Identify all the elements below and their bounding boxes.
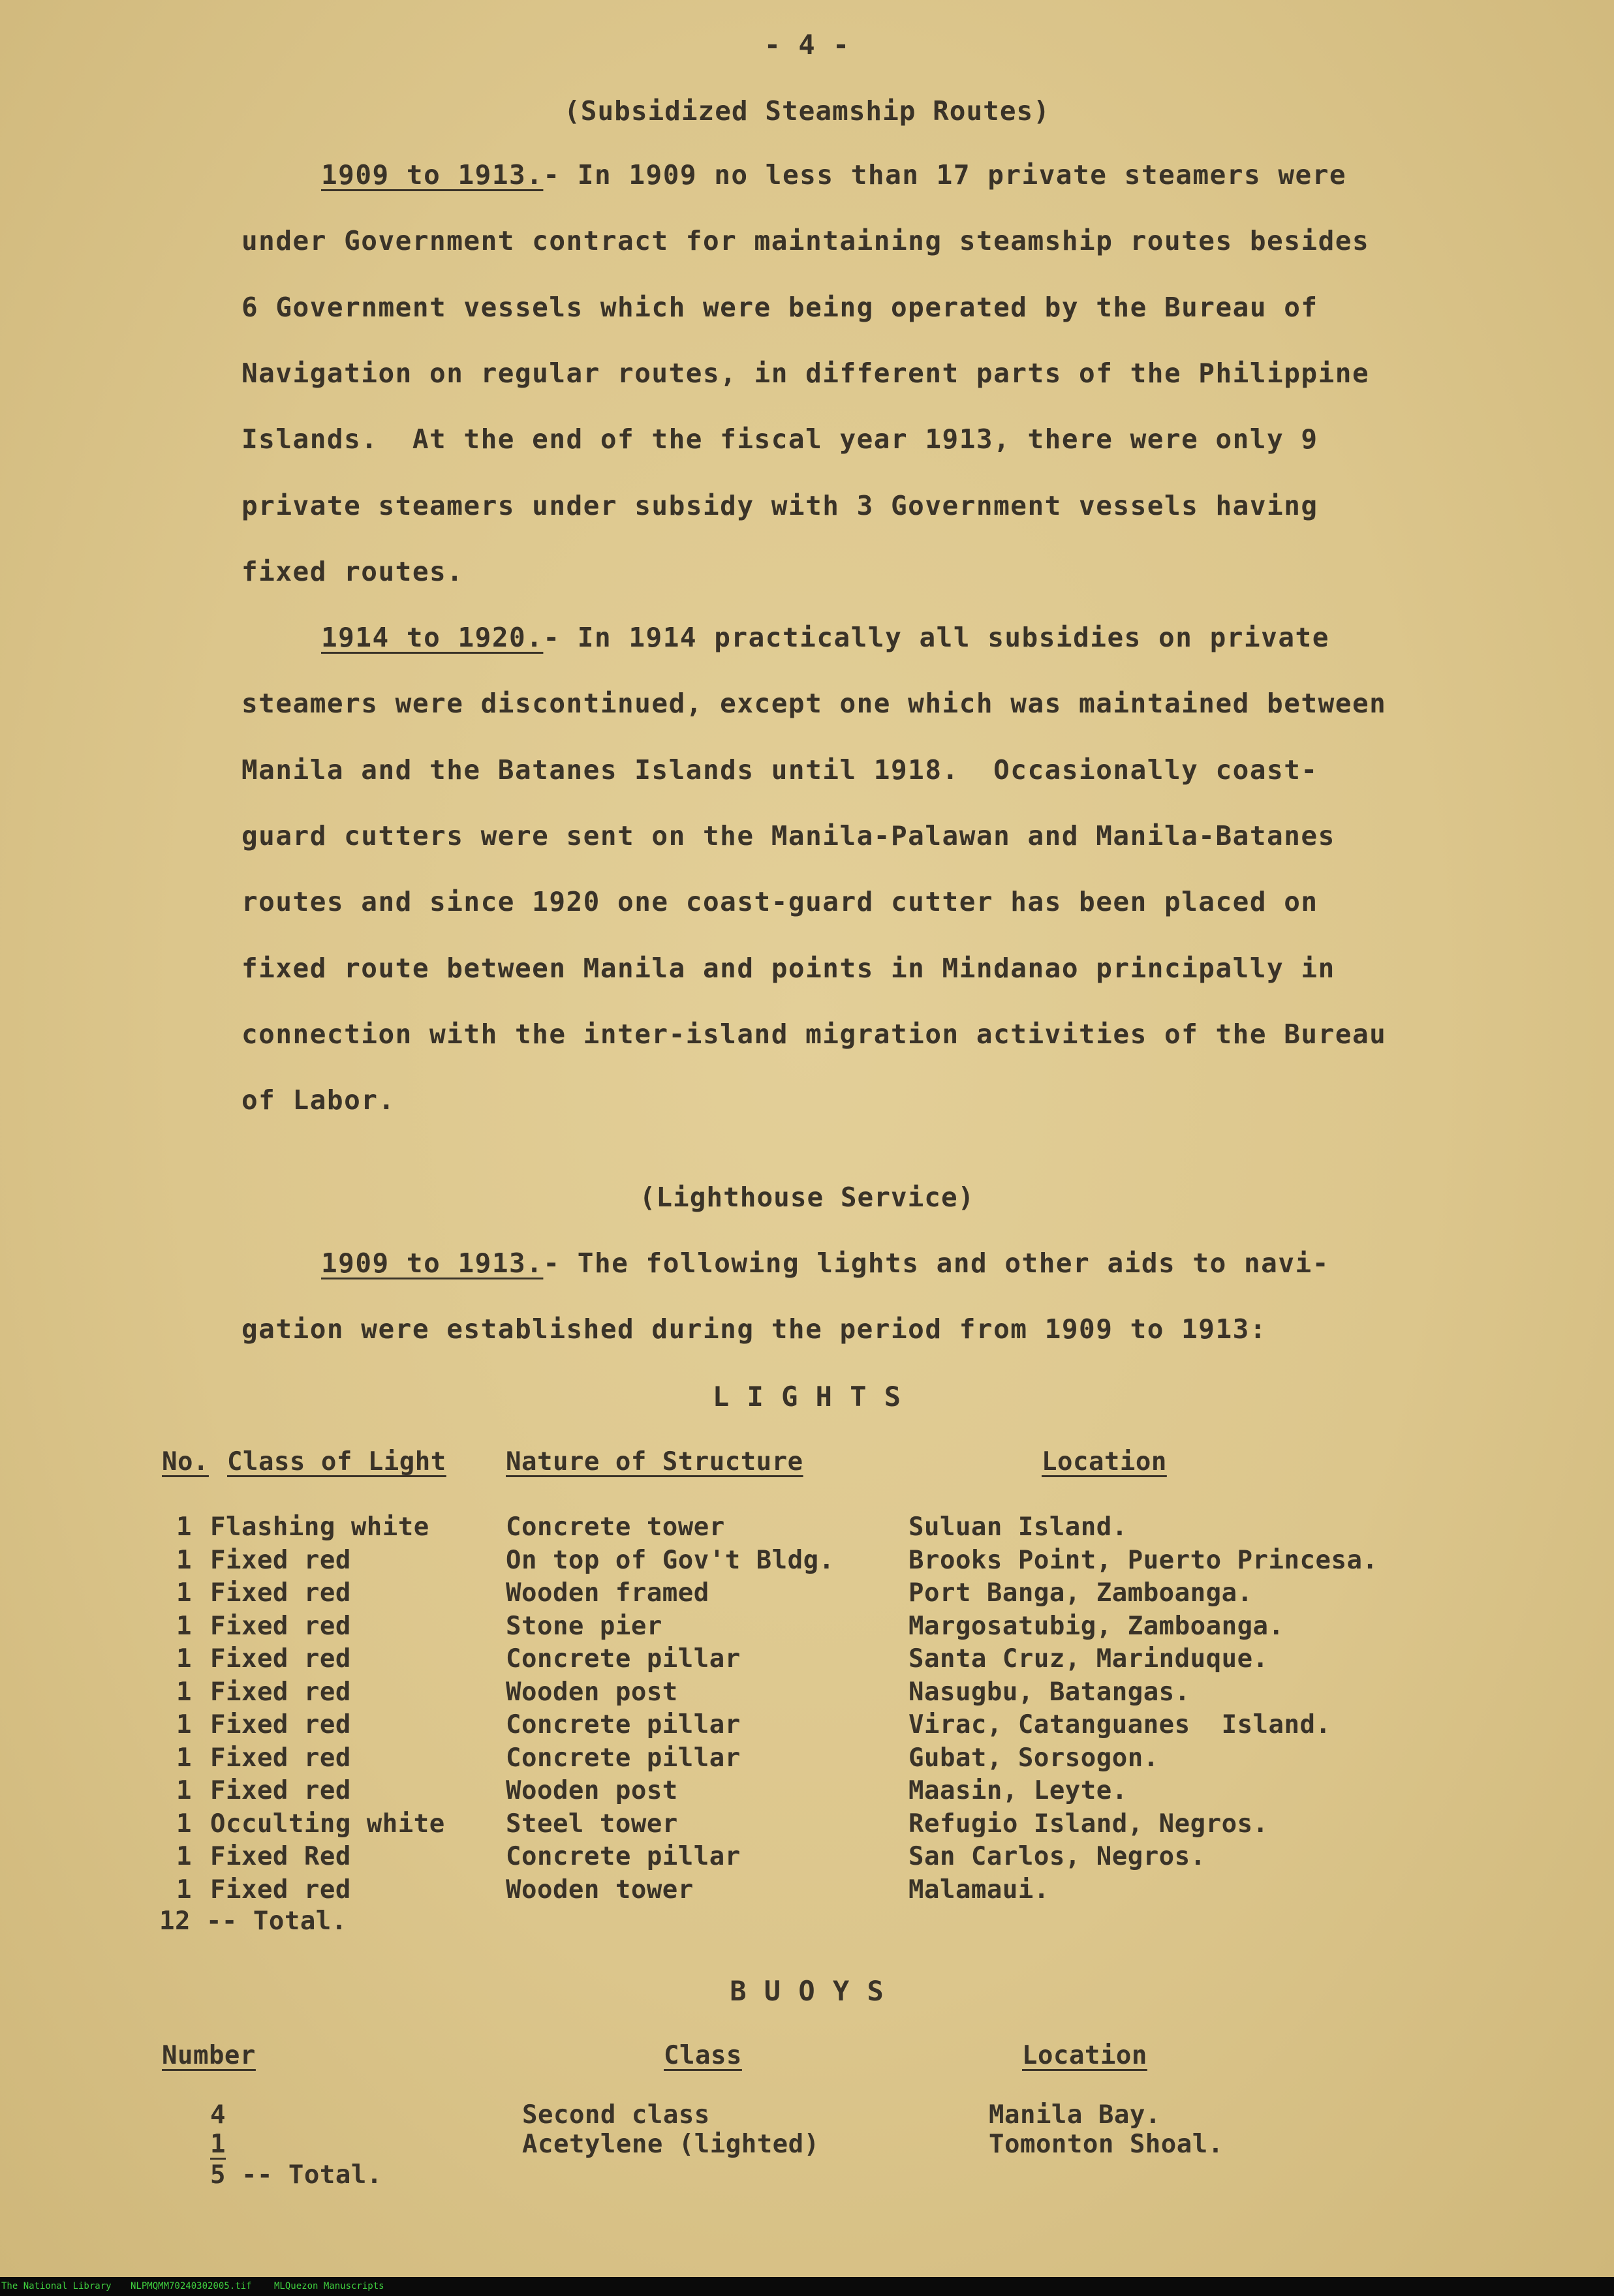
buoy-class: Acetylene (lighted) bbox=[522, 2130, 820, 2159]
paragraph-line: 1909 to 1913.- In 1909 no less than 17 private steamers were bbox=[321, 159, 1347, 191]
light-class: Fixed red bbox=[210, 1546, 351, 1575]
paragraph-line: of Labor. bbox=[241, 1084, 396, 1116]
light-class: Fixed red bbox=[210, 1644, 351, 1674]
buoy-class: Second class bbox=[522, 2100, 710, 2130]
col-header-number: Number bbox=[162, 2041, 256, 2070]
light-no: 1 bbox=[176, 1842, 192, 1871]
light-nature: Concrete pillar bbox=[506, 1743, 741, 1773]
light-location: Refugio Island, Negros. bbox=[908, 1809, 1269, 1839]
paragraph-line: 6 Government vessels which were being operated by the Bureau of bbox=[241, 292, 1318, 323]
paragraph-line: 1909 to 1913.- The following lights and other aids to navi- bbox=[321, 1247, 1329, 1279]
light-no: 1 bbox=[176, 1875, 192, 1905]
col-header-buoy-class: Class bbox=[664, 2041, 742, 2070]
light-class: Occulting white bbox=[210, 1809, 445, 1839]
col-header-buoy-location: Location bbox=[1022, 2041, 1147, 2070]
footer-filename: NLPMQMM70240302005.tif bbox=[131, 2281, 252, 2291]
buoy-location: Tomonton Shoal. bbox=[989, 2130, 1224, 2159]
col-header-location: Location bbox=[1042, 1447, 1167, 1477]
light-no: 1 bbox=[176, 1809, 192, 1839]
light-location: Suluan Island. bbox=[908, 1512, 1128, 1542]
light-nature: Wooden framed bbox=[506, 1578, 709, 1608]
light-no: 1 bbox=[176, 1612, 192, 1641]
light-class: Fixed Red bbox=[210, 1842, 351, 1871]
buoy-location: Manila Bay. bbox=[989, 2100, 1161, 2130]
buoy-number: 4 bbox=[210, 2100, 226, 2130]
light-class: Fixed red bbox=[210, 1677, 351, 1707]
light-no: 1 bbox=[176, 1776, 192, 1805]
light-nature: On top of Gov't Bldg. bbox=[506, 1546, 835, 1575]
period-lead: 1909 to 1913. bbox=[321, 159, 544, 191]
paragraph-line: fixed route between Manila and points in Mindanao principally in bbox=[241, 953, 1335, 984]
light-class: Fixed red bbox=[210, 1612, 351, 1641]
section-heading-steamship: (Subsidized Steamship Routes) bbox=[564, 95, 1050, 127]
light-class: Fixed red bbox=[210, 1776, 351, 1805]
col-header-no: No. bbox=[162, 1447, 209, 1477]
light-nature: Wooden post bbox=[506, 1677, 678, 1707]
light-location: Brooks Point, Puerto Princesa. bbox=[908, 1546, 1378, 1575]
buoy-number: 1 bbox=[210, 2130, 226, 2159]
light-location: San Carlos, Negros. bbox=[908, 1842, 1206, 1871]
lights-title: L I G H T S bbox=[712, 1381, 902, 1413]
light-location: Port Banga, Zamboanga. bbox=[908, 1578, 1253, 1608]
light-nature: Concrete pillar bbox=[506, 1710, 741, 1739]
light-no: 1 bbox=[176, 1512, 192, 1542]
paragraph-line: fixed routes. bbox=[241, 556, 464, 587]
paragraph-line: connection with the inter-island migration activities of the Bureau bbox=[241, 1018, 1387, 1050]
footer-collection: MLQuezon Manuscripts bbox=[274, 2281, 384, 2291]
lights-total: 12 -- Total. bbox=[159, 1906, 347, 1936]
light-class: Fixed red bbox=[210, 1578, 351, 1608]
light-location: Nasugbu, Batangas. bbox=[908, 1677, 1190, 1707]
light-location: Malamaui. bbox=[908, 1875, 1049, 1905]
light-location: Gubat, Sorsogon. bbox=[908, 1743, 1159, 1773]
paragraph-line: guard cutters were sent on the Manila-Palawan and Manila-Batanes bbox=[241, 820, 1335, 851]
page-number: - 4 - bbox=[764, 29, 850, 61]
light-location: Margosatubig, Zamboanga. bbox=[908, 1612, 1284, 1641]
light-nature: Wooden post bbox=[506, 1776, 678, 1805]
light-no: 1 bbox=[176, 1578, 192, 1608]
light-class: Fixed red bbox=[210, 1710, 351, 1739]
period-lead: 1909 to 1913. bbox=[321, 1247, 544, 1279]
light-class: Fixed red bbox=[210, 1875, 351, 1905]
col-header-class: Class of Light bbox=[227, 1447, 446, 1477]
buoys-title: B U O Y S bbox=[730, 1975, 884, 2007]
section-heading-lighthouse: (Lighthouse Service) bbox=[639, 1182, 975, 1213]
scan-footer-bar bbox=[0, 2277, 1614, 2296]
paragraph-line: steamers were discontinued, except one which was maintained between bbox=[241, 688, 1387, 719]
light-nature: Concrete pillar bbox=[506, 1644, 741, 1674]
light-no: 1 bbox=[176, 1743, 192, 1773]
paragraph-line: under Government contract for maintaining steamship routes besides bbox=[241, 225, 1370, 256]
light-no: 1 bbox=[176, 1644, 192, 1674]
paragraph-line: Navigation on regular routes, in different parts of the Philippine bbox=[241, 358, 1370, 389]
light-nature: Concrete tower bbox=[506, 1512, 725, 1542]
paragraph-line: gation were established during the period from 1909 to 1913: bbox=[241, 1313, 1267, 1345]
light-no: 1 bbox=[176, 1710, 192, 1739]
paragraph-line: private steamers under subsidy with 3 Government vessels having bbox=[241, 490, 1318, 521]
light-class: Flashing white bbox=[210, 1512, 429, 1542]
light-nature: Concrete pillar bbox=[506, 1842, 741, 1871]
light-nature: Steel tower bbox=[506, 1809, 678, 1839]
light-location: Virac, Catanguanes Island. bbox=[908, 1710, 1331, 1739]
paragraph-line: routes and since 1920 one coast-guard cutter has been placed on bbox=[241, 886, 1318, 917]
period-lead: 1914 to 1920. bbox=[321, 622, 544, 653]
light-no: 1 bbox=[176, 1677, 192, 1707]
light-nature: Wooden tower bbox=[506, 1875, 694, 1905]
paragraph-line: Manila and the Batanes Islands until 1918. Occasionally coast- bbox=[241, 754, 1318, 786]
buoys-total: 5 -- Total. bbox=[210, 2160, 382, 2190]
light-location: Santa Cruz, Marinduque. bbox=[908, 1644, 1269, 1674]
light-class: Fixed red bbox=[210, 1743, 351, 1773]
col-header-nature: Nature of Structure bbox=[506, 1447, 803, 1477]
light-location: Maasin, Leyte. bbox=[908, 1776, 1128, 1805]
light-nature: Stone pier bbox=[506, 1612, 662, 1641]
paragraph-line: Islands. At the end of the fiscal year 1913, there were only 9 bbox=[241, 423, 1318, 455]
light-no: 1 bbox=[176, 1546, 192, 1575]
paragraph-line: 1914 to 1920.- In 1914 practically all subsidies on private bbox=[321, 622, 1329, 653]
footer-library: The National Library bbox=[1, 2281, 112, 2291]
